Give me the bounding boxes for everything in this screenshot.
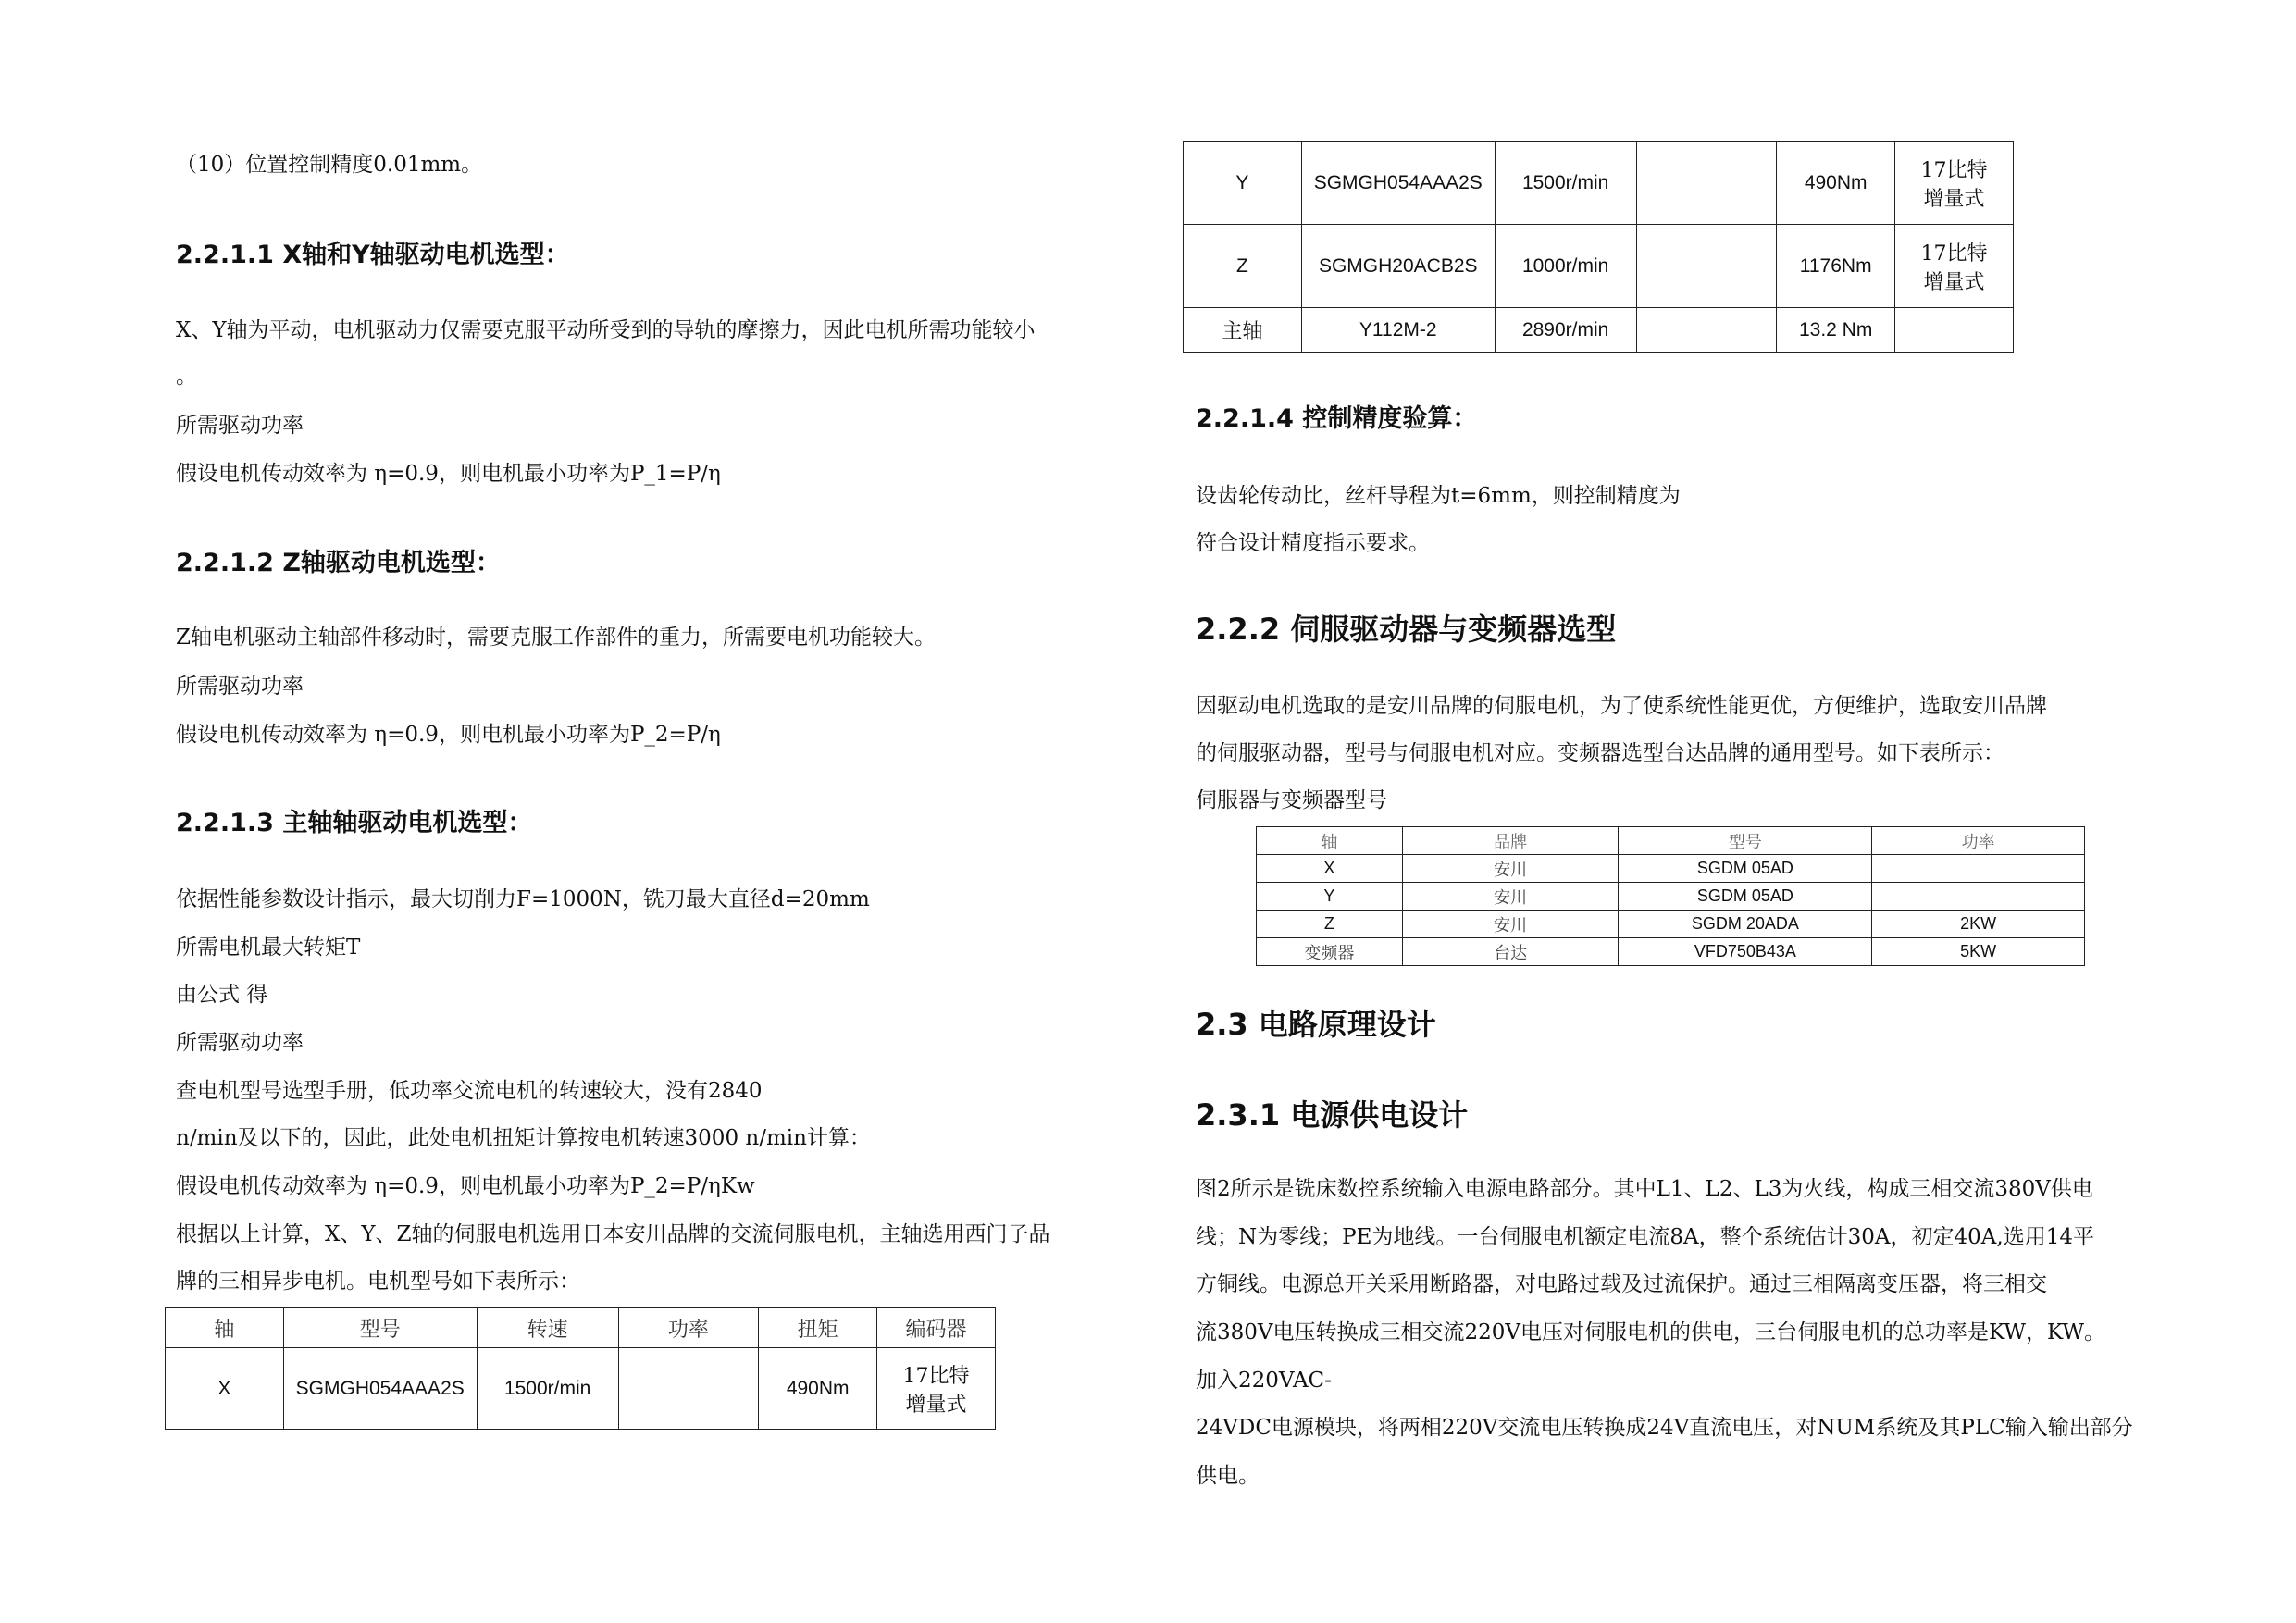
table-cell: Y xyxy=(1257,883,1403,911)
table-cell xyxy=(1636,225,1777,308)
table-cell: 安川 xyxy=(1402,855,1619,883)
paragraph: 牌的三相异步电机。电机型号如下表所示： xyxy=(176,1270,580,1294)
table-cell: SGMGH20ACB2S xyxy=(1301,225,1495,308)
table-cell: 2890r/min xyxy=(1495,308,1636,353)
table-header: 型号 xyxy=(1619,827,1872,855)
table-caption: 伺服器与变频器型号 xyxy=(1196,788,1387,812)
table-cell: 台达 xyxy=(1402,938,1619,966)
paragraph: 假设电机传动效率为 η=0.9，则电机最小功率为P_2=P/η xyxy=(176,723,721,747)
table-cell: 17比特增量式 xyxy=(1895,142,2014,225)
section-heading: 2.2.1.2 Z轴驱动电机选型： xyxy=(176,549,501,577)
table-row xyxy=(166,1348,996,1430)
table-header: 功率 xyxy=(618,1308,759,1348)
paragraph: 由公式 得 xyxy=(176,983,268,1007)
table-header: 型号 xyxy=(283,1308,477,1348)
table-cell: 1176Nm xyxy=(1777,225,1895,308)
paragraph: 图2所示是铣床数控系统输入电源电路部分。其中L1、L2、L3为火线，构成三相交流380V供电 xyxy=(1196,1177,2093,1201)
table-cell: 安川 xyxy=(1402,883,1619,911)
table-cell: 490Nm xyxy=(1777,142,1895,225)
paragraph: 加入220VAC- xyxy=(1196,1369,1332,1393)
paragraph: 查电机型号选型手册，低功率交流电机的转速较大，没有2840 xyxy=(176,1079,763,1103)
table-cell xyxy=(618,1348,759,1430)
motor-table-continued xyxy=(1183,141,2014,353)
table-cell: SGMGH054AAA2S xyxy=(283,1348,477,1430)
table-cell: 1500r/min xyxy=(1495,142,1636,225)
table-cell: 1000r/min xyxy=(1495,225,1636,308)
paragraph: n/min及以下的，因此，此处电机扭矩计算按电机转速3000 n/min计算： xyxy=(176,1126,871,1150)
paragraph: 的伺服驱动器，型号与伺服电机对应。变频器选型台达品牌的通用型号。如下表所示： xyxy=(1196,741,2004,765)
table-header: 功率 xyxy=(1872,827,2085,855)
table-cell: Z xyxy=(1184,225,1302,308)
paragraph: 所需驱动功率 xyxy=(176,1031,304,1055)
table-cell: SGDM 05AD xyxy=(1619,855,1872,883)
table-cell: VFD750B43A xyxy=(1619,938,1872,966)
paragraph: （10）位置控制精度0.01mm。 xyxy=(176,153,483,177)
paragraph: 流380V电压转换成三相交流220V电压对伺服电机的供电，三台伺服电机的总功率是KW，KW。 xyxy=(1196,1320,2106,1344)
table-cell: SGDM 20ADA xyxy=(1619,911,1872,938)
paragraph: 符合设计精度指示要求。 xyxy=(1196,531,1430,555)
table-row xyxy=(1257,883,2085,911)
table-row xyxy=(1257,911,2085,938)
table-cell xyxy=(1636,308,1777,353)
section-heading: 2.2.1.1 X轴和Y轴驱动电机选型： xyxy=(176,241,570,269)
table-cell: 5KW xyxy=(1872,938,2085,966)
paragraph: 所需驱动功率 xyxy=(176,414,304,438)
paragraph: 假设电机传动效率为 η=0.9，则电机最小功率为P_2=P/ηKw xyxy=(176,1174,755,1198)
table-cell: SGMGH054AAA2S xyxy=(1301,142,1495,225)
table-cell: 1500r/min xyxy=(477,1348,618,1430)
table-cell: 17比特增量式 xyxy=(877,1348,996,1430)
table-header-row xyxy=(1257,827,2085,855)
paragraph: 线；N为零线；PE为地线。一台伺服电机额定电流8A，整个系统估计30A，初定40A,选用14平 xyxy=(1196,1225,2094,1249)
paragraph: 供电。 xyxy=(1196,1464,1260,1488)
table-row xyxy=(1184,225,2014,308)
motor-table xyxy=(165,1307,996,1430)
table-cell xyxy=(1872,855,2085,883)
table-cell: 安川 xyxy=(1402,911,1619,938)
section-heading: 2.3 电路原理设计 xyxy=(1196,1007,1436,1042)
table-cell: Y112M-2 xyxy=(1301,308,1495,353)
paragraph: Z轴电机驱动主轴部件移动时，需要克服工作部件的重力，所需要电机功能较大。 xyxy=(176,626,936,650)
paragraph: 方铜线。电源总开关采用断路器，对电路过载及过流保护。通过三相隔离变压器，将三相交 xyxy=(1196,1272,2047,1296)
table-cell: 490Nm xyxy=(759,1348,877,1430)
table-cell: X xyxy=(1257,855,1403,883)
table-row xyxy=(1184,142,2014,225)
paragraph: 24VDC电源模块，将两相220V交流电压转换成24V直流电压，对NUM系统及其PLC输入输出部分 xyxy=(1196,1416,2133,1440)
section-heading: 2.2.1.3 主轴轴驱动电机选型： xyxy=(176,809,533,837)
section-heading: 2.3.1 电源供电设计 xyxy=(1196,1097,1469,1133)
paragraph: 假设电机传动效率为 η=0.9，则电机最小功率为P_1=P/η xyxy=(176,462,721,486)
table-header: 编码器 xyxy=(877,1308,996,1348)
table-cell: Y xyxy=(1184,142,1302,225)
table-cell: 主轴 xyxy=(1184,308,1302,353)
table-header: 品牌 xyxy=(1402,827,1619,855)
table-row xyxy=(1257,938,2085,966)
servo-table xyxy=(1256,826,2085,966)
table-cell: Z xyxy=(1257,911,1403,938)
table-cell xyxy=(1872,883,2085,911)
table-cell: X xyxy=(166,1348,284,1430)
table-cell xyxy=(1895,308,2014,353)
table-cell: 17比特增量式 xyxy=(1895,225,2014,308)
section-heading: 2.2.2 伺服驱动器与变频器选型 xyxy=(1196,612,1617,647)
table-row xyxy=(1257,855,2085,883)
paragraph: 所需电机最大转矩T xyxy=(176,935,361,960)
table-cell: 2KW xyxy=(1872,911,2085,938)
paragraph: 所需驱动功率 xyxy=(176,675,304,699)
paragraph: 依据性能参数设计指示，最大切削力F=1000N，铣刀最大直径d=20mm xyxy=(176,887,870,911)
section-heading: 2.2.1.4 控制精度验算： xyxy=(1196,404,1478,433)
table-header: 扭矩 xyxy=(759,1308,877,1348)
table-cell: 变频器 xyxy=(1257,938,1403,966)
table-row xyxy=(1184,308,2014,353)
paragraph: 因驱动电机选取的是安川品牌的伺服电机，为了使系统性能更优，方便维护，选取安川品牌 xyxy=(1196,694,2047,718)
table-header: 转速 xyxy=(477,1308,618,1348)
paragraph: 设齿轮传动比，丝杆导程为t=6mm，则控制精度为 xyxy=(1196,484,1681,508)
table-cell xyxy=(1636,142,1777,225)
paragraph: 。 xyxy=(176,365,197,389)
paragraph: X、Y轴为平动，电机驱动力仅需要克服平动所受到的导轨的摩擦力，因此电机所需功能较小 xyxy=(176,318,1036,342)
table-header: 轴 xyxy=(1257,827,1403,855)
paragraph: 根据以上计算，X、Y、Z轴的伺服电机选用日本安川品牌的交流伺服电机，主轴选用西门子品 xyxy=(176,1222,1050,1246)
table-cell: 13.2 Nm xyxy=(1777,308,1895,353)
table-header-row xyxy=(166,1308,996,1348)
table-cell: SGDM 05AD xyxy=(1619,883,1872,911)
table-header: 轴 xyxy=(166,1308,284,1348)
